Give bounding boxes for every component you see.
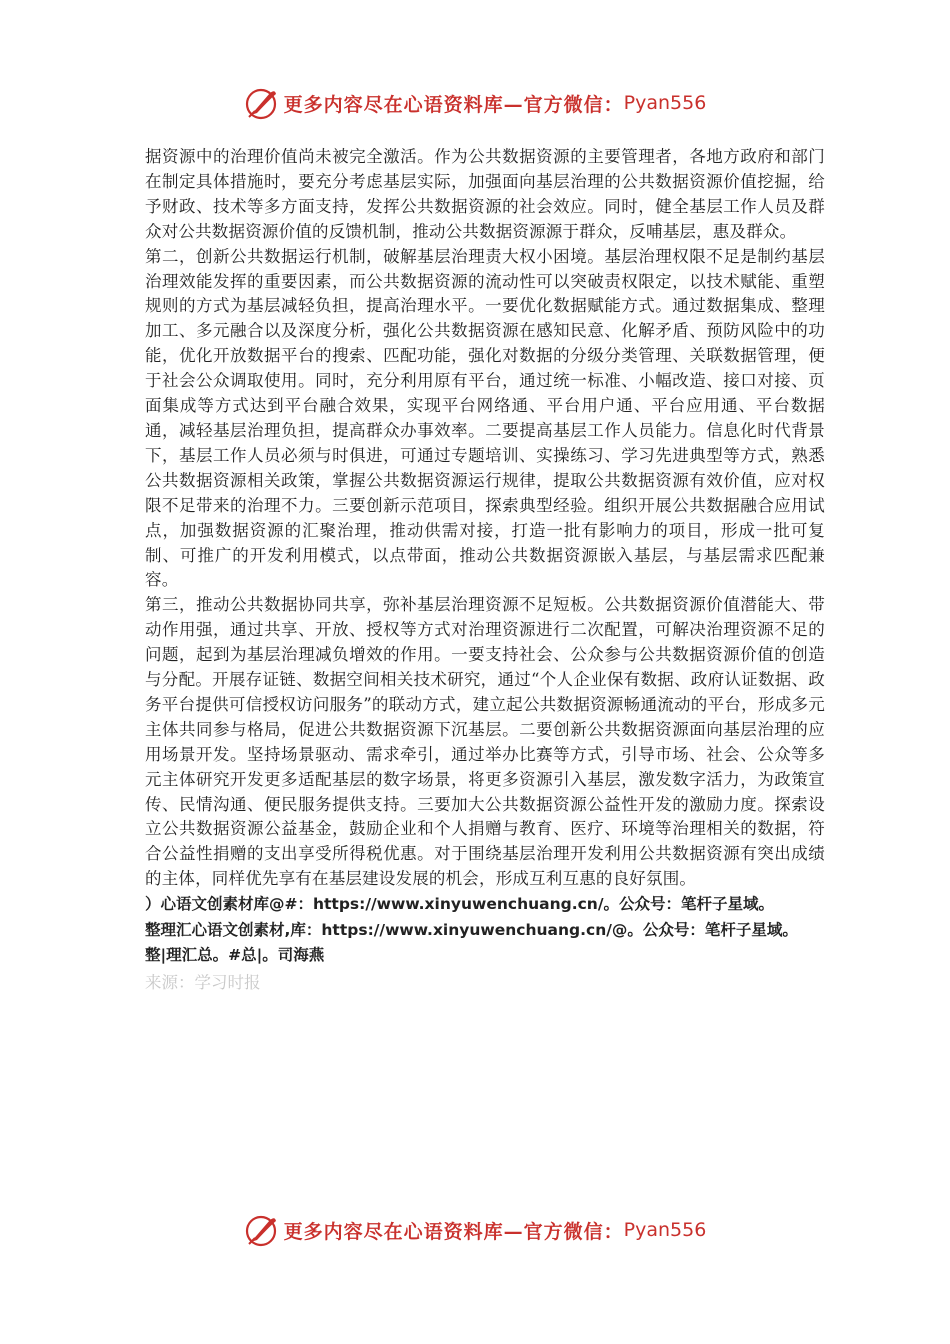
watermark-line-3: 整|理汇总。#总|。司海燕 <box>145 946 325 965</box>
article-content <box>145 145 825 997</box>
quill-pen-icon <box>244 85 280 121</box>
banner-inner <box>244 85 707 121</box>
banner-wechat-id: Pyan556 <box>623 1219 707 1241</box>
paragraph-2: 第二，创新公共数据运行机制，破解基层治理责大权小困境。基层治理权限不足是制约基层治理效能发挥的重要因素，而公共数据资源的流动性可以突破责权限定，以技术赋能、重塑规则的方式为基层减轻负担，提高治理水平。一要优化数据赋能方式。通过数据集成、整理加工、多元融合以及深度分析，强化公共数据资源在感知民意、化解矛盾、预防风险中的功能，优化开放数据平台的搜索、匹配功能，强化对数据的分级分类管理、关联数据管理，便于社会公众调取使用。同时，充分利用原有平台，通过统一标准、小幅改造、接口对接、页面集成等方式达到平台融合效果，实现平台网络通、平台用户通、平台应用通、平台数据通，减轻基层治理负担，提高群众办事效率。二要提高基层工作人员能力。信息化时代背景下，基层工作人员必须与时俱进，可通过专题培训、实操练习、学习先进典型等方式，熟悉公共数据资源相关政策，掌握公共数据资源运行规律，提取公共数据资源有效价值，应对权限不足带来的治理不力。三要创新示范项目，探索典型经验。组织开展公共数据融合应用试点，加强数据资源的汇聚治理，推动供需对接，打造一批有影响力的项目，形成一批可复制、可推广的开发利用模式，以点带面，推动公共数据资源嵌入基层，与基层需求匹配兼容。 <box>145 246 825 590</box>
banner-text: 更多内容尽在心语资料库—官方微信： <box>283 93 624 116</box>
watermark-line-2: 整理汇心语文创素材,库：https://www.xinyuwenchuang.cn/@。公众号：笔杆子星域。 <box>145 920 798 939</box>
source-line: 来源：学习时报 <box>145 972 261 992</box>
footer-banner <box>0 1210 950 1250</box>
header-banner <box>0 83 950 123</box>
paragraph-1: 据资源中的治理价值尚未被完全激活。作为公共数据资源的主要管理者，各地方政府和部门在制定具体措施时，要充分考虑基层实际，加强面向基层治理的公共数据资源价值挖掘，给予财政、技术等多方面支持，发挥公共数据资源的社会效应。同时，健全基层工作人员及群众对公共数据资源价值的反馈机制，推动公共数据资源源于群众，反哺基层，惠及群众。 <box>145 147 825 241</box>
watermark-line-1: ）心语文创素材库@#：https://www.xinyuwenchuang.cn/。公众号：笔杆子星域。 <box>145 895 775 914</box>
banner-wechat-id: Pyan556 <box>623 92 707 114</box>
banner-inner <box>244 1212 707 1248</box>
banner-text: 更多内容尽在心语资料库—官方微信： <box>283 1220 624 1243</box>
paragraph-3: 第三，推动公共数据协同共享，弥补基层治理资源不足短板。公共数据资源价值潜能大、带动作用强，通过共享、开放、授权等方式对治理资源进行二次配置，可解决治理资源不足的问题，起到为基层治理减负增效的作用。一要支持社会、公众参与公共数据资源价值的创造与分配。开展存证链、数据空间相关技术研究，通过“个人企业保有数据、政府认证数据、政务平台提供可信授权访问服务”的联动方式，建立起公共数据资源畅通流动的平台，形成多元主体共同参与格局，促进公共数据资源下沉基层。二要创新公共数据资源面向基层治理的应用场景开发。坚持场景驱动、需求牵引，通过举办比赛等方式，引导市场、社会、公众等多元主体研究开发更多适配基层的数字场景，将更多资源引入基层，激发数字活力，为政策宣传、民情沟通、便民服务提供支持。三要加大公共数据资源公益性开发的激励力度。探索设立公共数据资源公益基金，鼓励企业和个人捐赠与教育、医疗、环境等治理相关的数据，符合公益性捐赠的支出享受所得税优惠。对于围绕基层治理开发利用公共数据资源有突出成绩的主体，同样优先享有在基层建设发展的机会，形成互利互惠的良好氛围。 <box>145 595 825 889</box>
quill-pen-icon <box>244 1212 280 1248</box>
